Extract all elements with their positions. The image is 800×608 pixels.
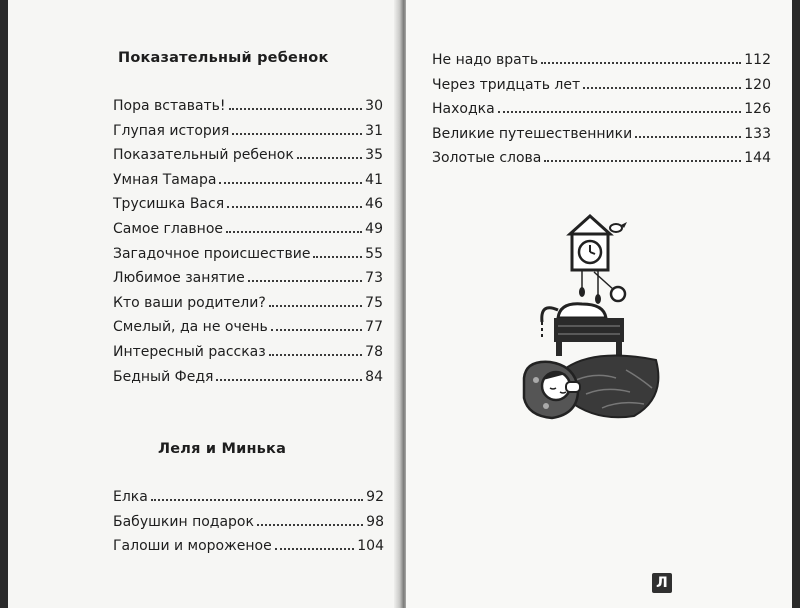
dot-leader <box>227 206 362 208</box>
toc-entry-title: Пора вставать! <box>113 98 226 114</box>
toc-entry-title: Самое главное <box>113 220 224 237</box>
toc-entry-title: Показательный ребенок <box>113 147 294 164</box>
toc-entry <box>113 246 383 271</box>
toc-entry-title: Елка <box>113 489 148 505</box>
toc-entry-page: 73 <box>365 270 383 287</box>
toc-entry-title: Не надо врать <box>432 52 539 68</box>
toc-entry-page: 35 <box>365 147 383 164</box>
toc-entry <box>113 147 383 172</box>
toc-entry-page: 92 <box>366 489 384 505</box>
dot-leader <box>219 182 362 184</box>
toc-entry-title: Умная Тамара <box>113 171 217 188</box>
dot-leader <box>248 280 362 282</box>
toc-entry <box>113 538 384 563</box>
toc-entry <box>113 270 383 295</box>
shelf-icon <box>554 318 624 356</box>
dot-leader <box>229 108 363 110</box>
toc-entry-title: Кто ваши родители? <box>113 294 266 311</box>
toc-entry <box>113 319 383 344</box>
toc-entry <box>432 126 771 151</box>
toc-entry-page: 30 <box>365 98 383 114</box>
dot-leader <box>232 133 362 135</box>
toc-entry <box>113 295 383 320</box>
toc-entry-title: Глупая история <box>113 122 230 139</box>
toc-entry-page: 98 <box>366 513 384 530</box>
toc-entry-page: 78 <box>365 343 383 360</box>
toc-entry <box>432 52 771 77</box>
toc-entry <box>113 98 383 123</box>
toc-entry-page: 133 <box>744 125 771 142</box>
section-title-pokazatelny: Показательный ребенок <box>118 50 329 66</box>
toc-entry-page: 46 <box>365 196 383 213</box>
toc-entry-title: Бедный Федя <box>113 368 214 385</box>
toc-entry-page: 144 <box>744 150 771 167</box>
dot-leader <box>226 231 362 233</box>
toc-entry <box>113 196 383 221</box>
toc-entry <box>432 150 771 175</box>
toc-entry-page: 126 <box>744 101 771 118</box>
toc-entry-page: 31 <box>365 122 383 139</box>
toc-list-section1 <box>113 98 383 393</box>
left-page <box>8 0 400 608</box>
toc-entry-page: 77 <box>365 319 383 336</box>
dot-leader <box>271 329 362 331</box>
toc-entry <box>432 77 771 102</box>
toc-entry-page: 55 <box>365 245 383 262</box>
toc-entry <box>113 221 383 246</box>
section-title-lelya-minka: Леля и Минька <box>158 441 287 457</box>
toc-entry-title: Через тридцать лет <box>432 76 581 93</box>
toc-entry <box>113 123 383 148</box>
toc-entry <box>432 101 771 126</box>
bird-icon <box>610 222 627 232</box>
dot-leader <box>583 87 741 89</box>
toc-entry <box>113 369 383 394</box>
toc-entry-title: Великие путешественники <box>432 125 633 142</box>
toc-entry-title: Золотые слова <box>432 150 542 167</box>
toc-entry-page: 84 <box>365 368 383 385</box>
toc-entry-title: Трусишка Вася <box>113 196 225 213</box>
sleeping-child-clock-illustration <box>506 210 686 435</box>
toc-entry <box>113 489 384 514</box>
toc-entry-title: Загадочное происшествие <box>113 245 311 262</box>
toc-entry-page: 49 <box>365 220 383 237</box>
dot-leader <box>257 524 363 526</box>
dot-leader <box>544 160 741 162</box>
dot-leader <box>297 157 362 159</box>
toc-entry <box>113 172 383 197</box>
dot-leader <box>275 548 355 550</box>
dot-leader <box>635 136 741 138</box>
toc-entry-page: 112 <box>744 52 771 68</box>
right-page <box>406 0 792 608</box>
toc-entry-title: Интересный рассказ <box>113 343 266 360</box>
toc-list-right <box>432 52 771 175</box>
dot-leader <box>151 499 363 501</box>
toc-entry-title: Находка <box>432 101 495 118</box>
dot-leader <box>269 354 362 356</box>
dot-leader <box>216 379 362 381</box>
cuckoo-clock-icon <box>570 216 610 304</box>
dot-leader <box>313 256 362 258</box>
dot-leader <box>269 305 362 307</box>
toc-entry <box>113 514 384 539</box>
toc-entry-page: 104 <box>357 538 384 555</box>
toc-entry <box>113 344 383 369</box>
toc-entry-title: Галоши и мороженое <box>113 538 272 555</box>
dot-leader <box>498 111 742 113</box>
publisher-logo: Л <box>652 573 672 593</box>
toc-entry-title: Смелый, да не очень <box>113 319 268 336</box>
toc-entry-page: 75 <box>365 294 383 311</box>
toc-entry-page: 120 <box>744 76 771 93</box>
toc-entry-title: Любимое занятие <box>113 270 245 287</box>
toc-list-section2 <box>113 489 384 563</box>
toc-entry-title: Бабушкин подарок <box>113 513 254 530</box>
toc-entry-page: 41 <box>365 171 383 188</box>
dot-leader <box>541 62 741 64</box>
